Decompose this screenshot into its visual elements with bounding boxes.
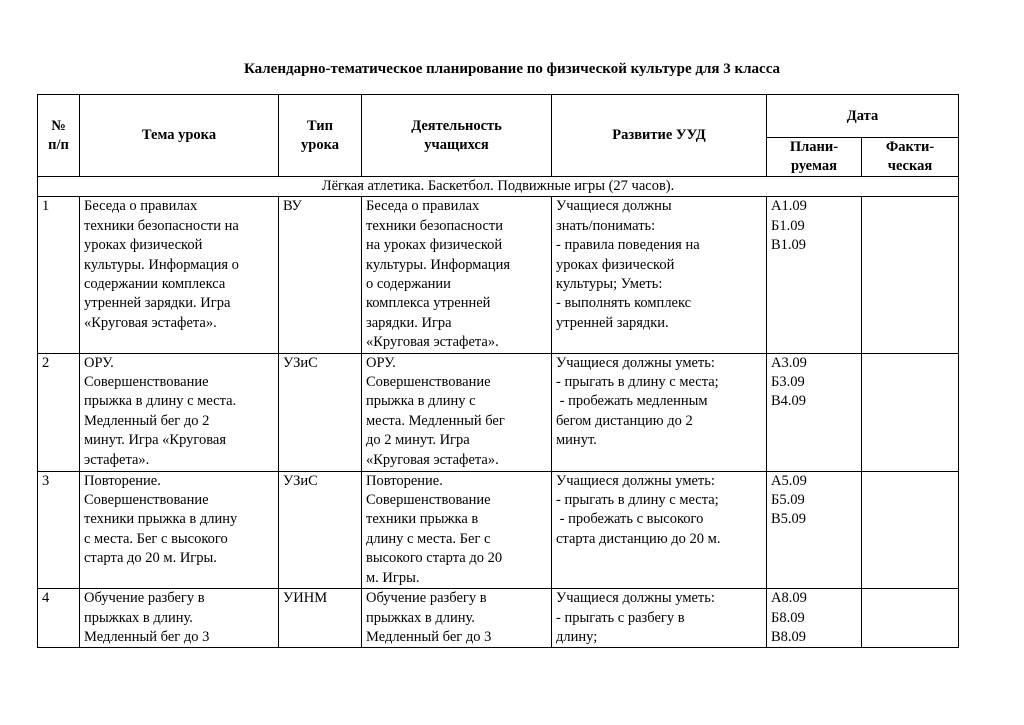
lesson-type: УЗиС (279, 353, 362, 471)
planned-date: А1.09 Б1.09 В1.09 (767, 197, 862, 353)
actual-date (862, 353, 959, 471)
header-activity: Деятельность учащихся (362, 95, 552, 177)
actual-date (862, 589, 959, 648)
lesson-topic: Повторение. Совершенствование техники прыжка в длину с места. Бег с высокого старта до 20 м. Игры. (80, 471, 279, 588)
lesson-topic: ОРУ. Совершенствование прыжка в длину с места. Медленный бег до 2 минут. Игра «Круговая эстафета». (80, 353, 279, 471)
header-planned-date: Плани- руемая (767, 138, 862, 177)
lesson-topic: Беседа о правилах техники безопасности на уроках физической культуры. Информация о содержании комплекса утренней зарядки. Игра «Круговая эстафета». (80, 197, 279, 353)
student-activity: ОРУ. Совершенствование прыжка в длину с места. Медленный бег до 2 минут. Игра «Круговая эстафета». (362, 353, 552, 471)
header-lesson-type: Тип урока (279, 95, 362, 177)
planned-date: А8.09 Б8.09 В8.09 (767, 589, 862, 648)
uud-development: Учащиеся должны уметь: - прыгать в длину с места; - пробежать с высокого старта дистанцию до 20 м. (552, 471, 767, 588)
planned-date: А5.09 Б5.09 В5.09 (767, 471, 862, 588)
student-activity: Повторение. Совершенствование техники прыжка в длину с места. Бег с высокого старта до 20 м. Игры. (362, 471, 552, 588)
lesson-type: УЗиС (279, 471, 362, 588)
row-number: 2 (38, 353, 80, 471)
section-heading: Лёгкая атлетика. Баскетбол. Подвижные игры (27 часов). (38, 177, 959, 197)
lesson-topic: Обучение разбегу в прыжках в длину. Медленный бег до 3 (80, 589, 279, 648)
uud-development: Учащиеся должны знать/понимать: - правила поведения на уроках физической культуры; Уметь: - выполнять комплекс утренней зарядки. (552, 197, 767, 353)
table-row (38, 471, 959, 588)
table-row (38, 197, 959, 353)
planned-date: А3.09 Б3.09 В4.09 (767, 353, 862, 471)
header-actual-date: Факти- ческая (862, 138, 959, 177)
row-number: 1 (38, 197, 80, 353)
header-uud: Развитие УУД (552, 95, 767, 177)
student-activity: Обучение разбегу в прыжках в длину. Медленный бег до 3 (362, 589, 552, 648)
lesson-plan-table (37, 94, 959, 648)
row-number: 3 (38, 471, 80, 588)
header-number: № п/п (38, 95, 80, 177)
lesson-type: УИНМ (279, 589, 362, 648)
actual-date (862, 471, 959, 588)
lesson-type: ВУ (279, 197, 362, 353)
uud-development: Учащиеся должны уметь: - прыгать в длину с места; - пробежать медленным бегом дистанцию до 2 минут. (552, 353, 767, 471)
header-topic: Тема урока (80, 95, 279, 177)
header-date: Дата (767, 95, 959, 138)
document-title: Календарно-тематическое планирование по физической культуре для 3 класса (243, 61, 781, 77)
table-row (38, 353, 959, 471)
table-row (38, 589, 959, 648)
uud-development: Учащиеся должны уметь: - прыгать с разбегу в длину; (552, 589, 767, 648)
actual-date (862, 197, 959, 353)
row-number: 4 (38, 589, 80, 648)
student-activity: Беседа о правилах техники безопасности на уроках физической культуры. Информация о содержании комплекса утренней зарядки. Игра «Круговая эстафета». (362, 197, 552, 353)
